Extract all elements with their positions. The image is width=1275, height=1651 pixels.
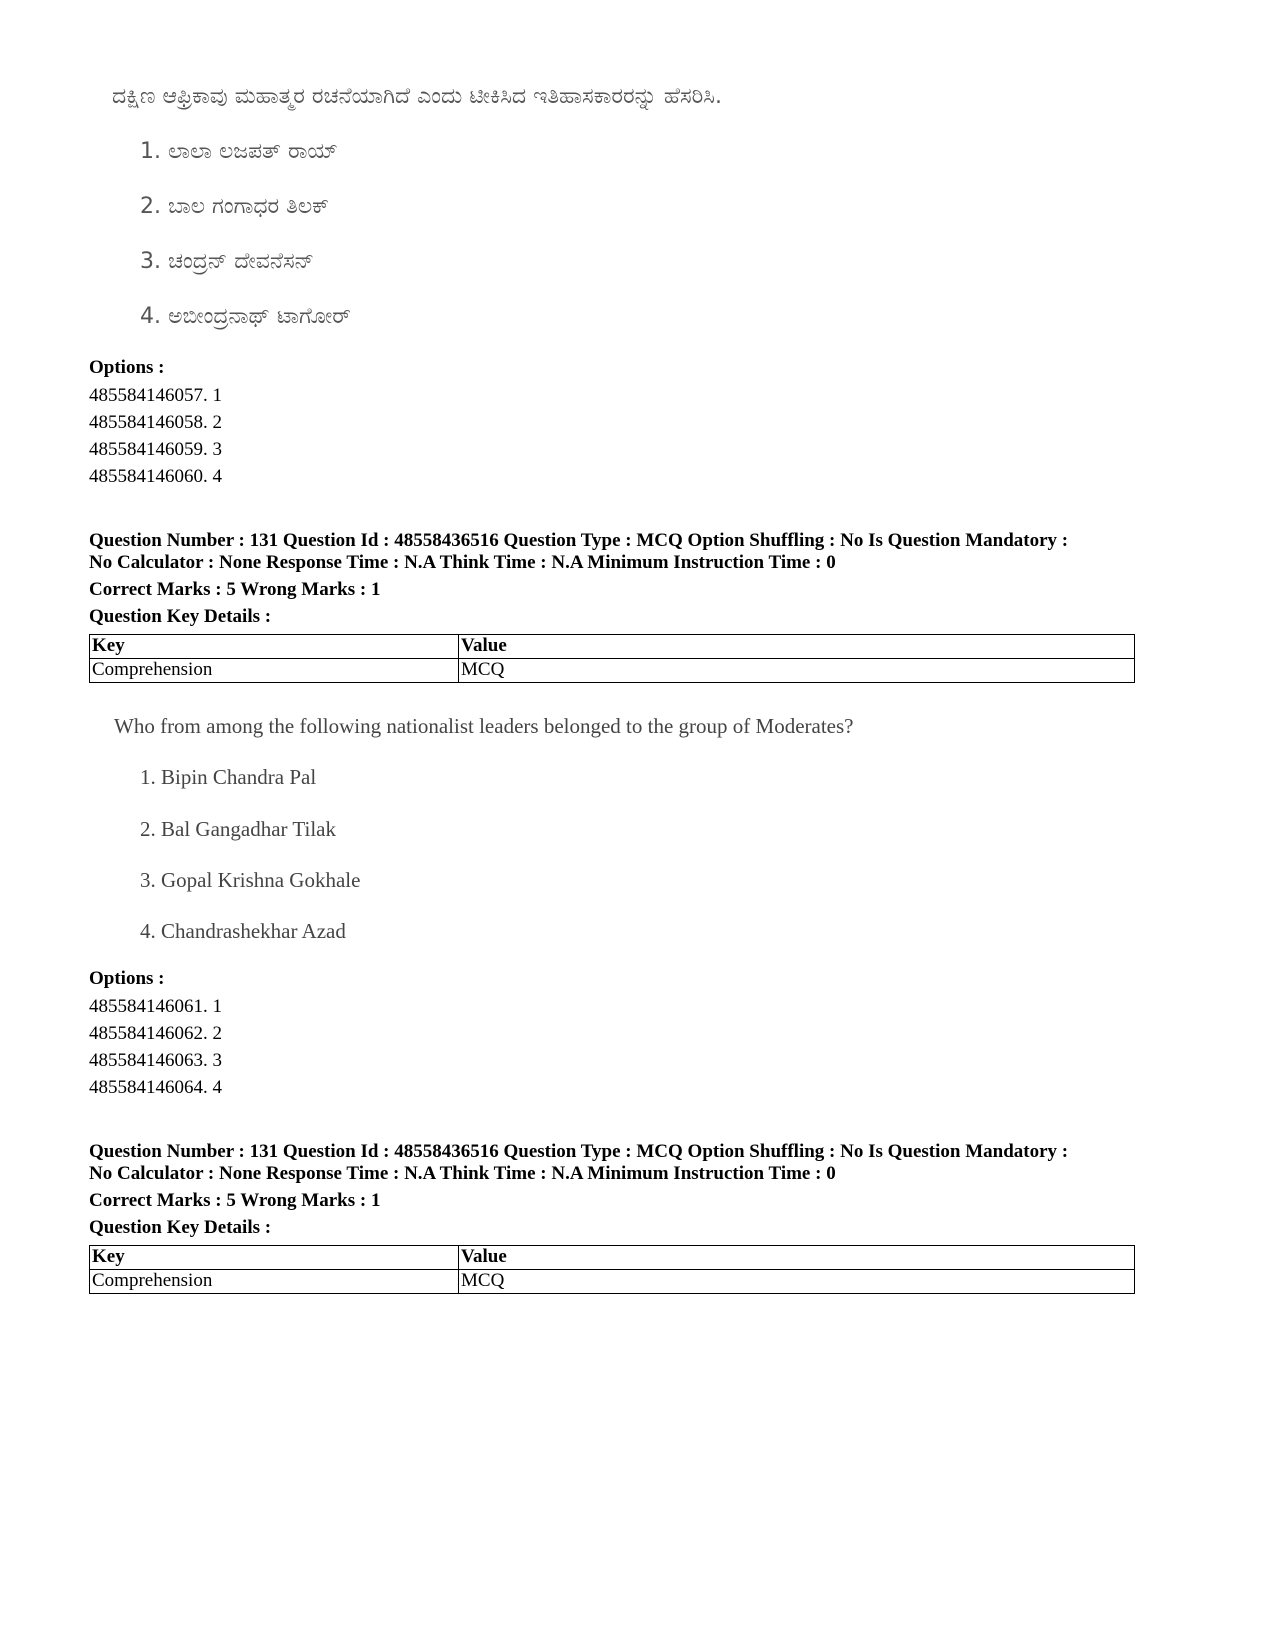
option-id-3: 485584146063. 3 <box>89 1050 222 1071</box>
choice-2: 2. Bal Gangadhar Tilak <box>140 817 336 841</box>
question-meta <box>89 530 1149 574</box>
table-cell-value: MCQ <box>459 1270 1135 1294</box>
options-label: Options : <box>89 968 165 989</box>
question-stem: Who from among the following nationalist leaders belonged to the group of Moderates? <box>114 714 854 738</box>
meta-line-2: No Calculator : None Response Time : N.A Think Time : N.A Minimum Instruction Time : 0 <box>89 552 836 573</box>
table-header-key: Key <box>90 635 459 659</box>
choice-4: 4. Chandrashekhar Azad <box>140 919 346 943</box>
table-header-row <box>90 1246 1135 1270</box>
option-id-1: 485584146061. 1 <box>89 996 222 1017</box>
marks-line: Correct Marks : 5 Wrong Marks : 1 <box>89 1190 381 1211</box>
choice-2: 2. ಬಾಲ ಗಂಗಾಧರ ತಿಲಕ್ <box>140 194 330 219</box>
choice-3: 3. Gopal Krishna Gokhale <box>140 868 361 892</box>
key-details-label: Question Key Details : <box>89 1217 272 1238</box>
option-id-2: 485584146062. 2 <box>89 1023 222 1044</box>
option-id-3: 485584146059. 3 <box>89 439 222 460</box>
choice-4: 4. ಅಬೀಂದ್ರನಾಥ್ ಟಾಗೋರ್ <box>140 304 351 329</box>
option-id-4: 485584146060. 4 <box>89 466 222 487</box>
table-header-key: Key <box>90 1246 459 1270</box>
key-details-table <box>89 1245 1135 1294</box>
table-cell-key: Comprehension <box>90 1270 459 1294</box>
question-meta <box>89 1141 1149 1185</box>
choice-1: 1. ಲಾಲಾ ಲಜಪತ್ ರಾಯ್ <box>140 139 339 164</box>
options-label: Options : <box>89 357 165 378</box>
choice-3: 3. ಚಂದ್ರನ್ ದೇವನೆಸನ್ <box>140 249 314 274</box>
option-id-2: 485584146058. 2 <box>89 412 222 433</box>
key-details-table <box>89 634 1135 683</box>
meta-line-1: Question Number : 131 Question Id : 48558436516 Question Type : MCQ Option Shuffling : No Is Question Mandatory : <box>89 1141 1069 1162</box>
table-header-row <box>90 635 1135 659</box>
meta-line-2: No Calculator : None Response Time : N.A Think Time : N.A Minimum Instruction Time : 0 <box>89 1163 836 1184</box>
key-details-label: Question Key Details : <box>89 606 272 627</box>
option-id-1: 485584146057. 1 <box>89 385 222 406</box>
option-id-4: 485584146064. 4 <box>89 1077 222 1098</box>
table-row <box>90 1270 1135 1294</box>
table-cell-value: MCQ <box>459 659 1135 683</box>
table-header-value: Value <box>459 635 1135 659</box>
marks-line: Correct Marks : 5 Wrong Marks : 1 <box>89 579 381 600</box>
table-row <box>90 659 1135 683</box>
choice-1: 1. Bipin Chandra Pal <box>140 765 317 789</box>
meta-line-1: Question Number : 131 Question Id : 48558436516 Question Type : MCQ Option Shuffling : No Is Question Mandatory : <box>89 530 1069 551</box>
table-header-value: Value <box>459 1246 1135 1270</box>
table-cell-key: Comprehension <box>90 659 459 683</box>
question-stem: ದಕ್ಷಿಣ ಆಫ್ರಿಕಾವು ಮಹಾತ್ಮರ ರಚನೆಯಾಗಿದೆ ಎಂದು ಟೀಕಿಸಿದ ಇತಿಹಾಸಕಾರರನ್ನು ಹೆಸರಿಸಿ. <box>112 84 722 109</box>
